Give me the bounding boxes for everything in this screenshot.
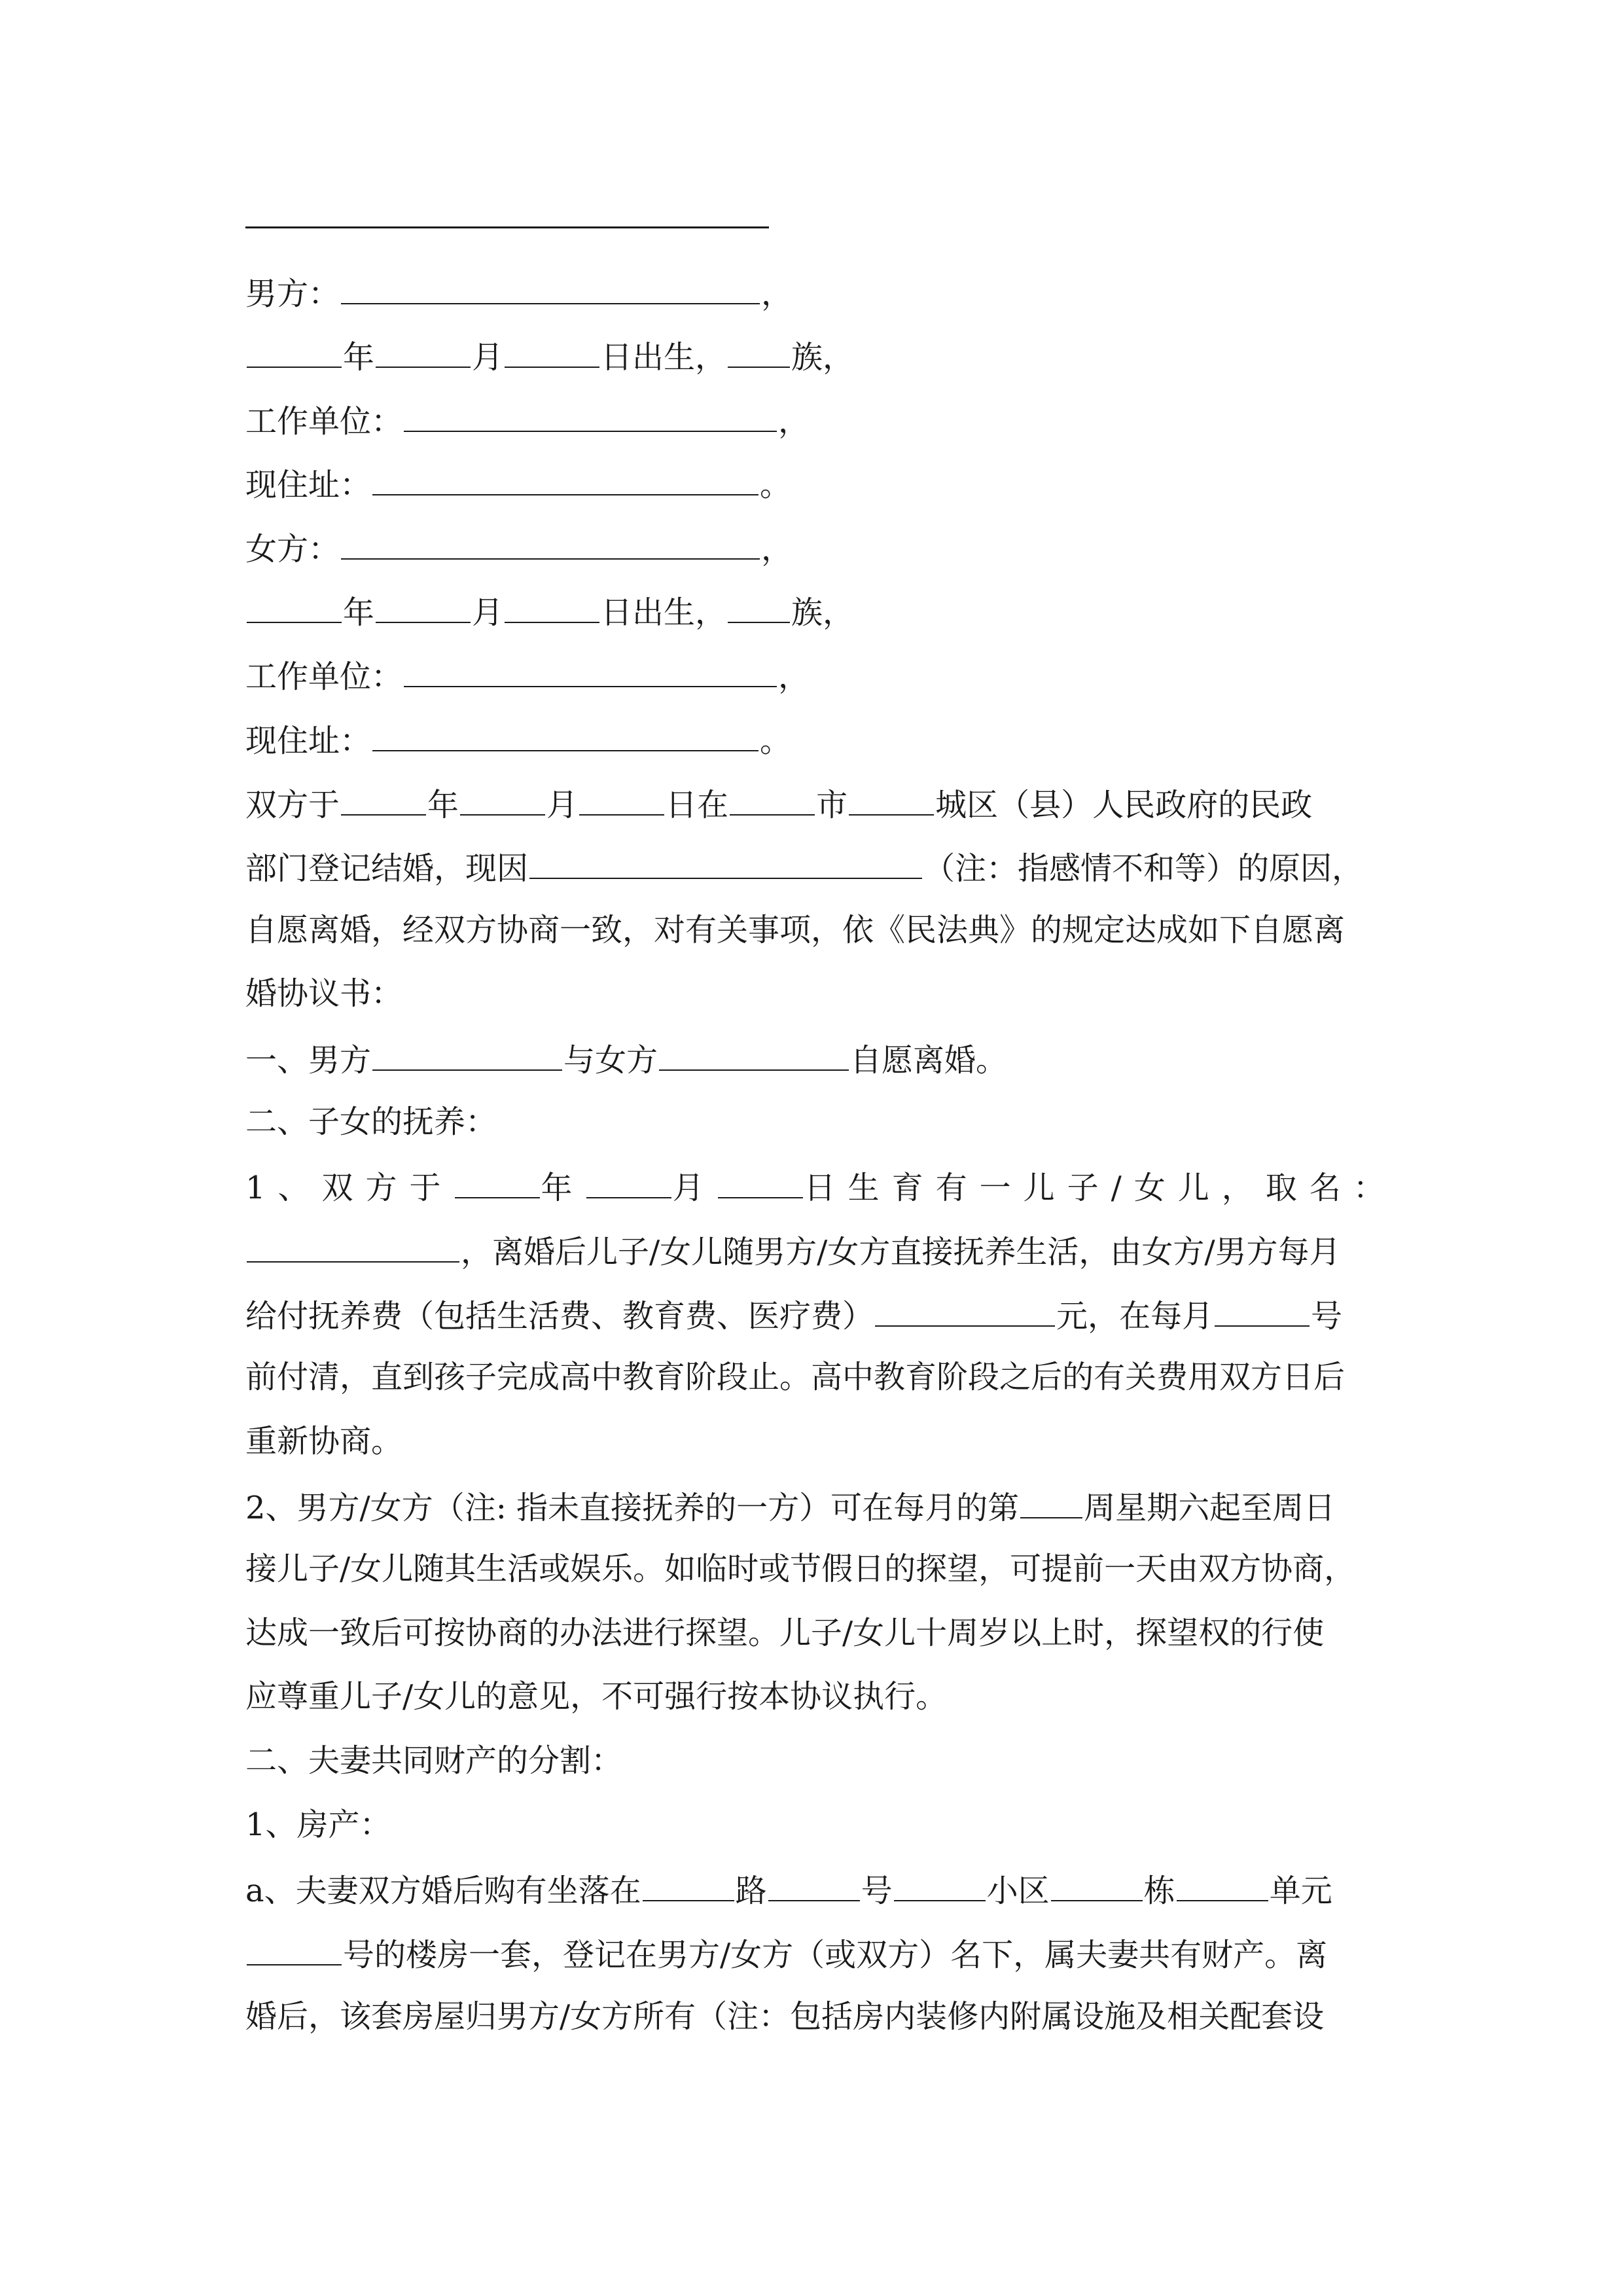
husband-work-blank[interactable]: [404, 403, 777, 432]
husband-label: 男方：: [245, 276, 340, 312]
property-road-blank[interactable]: [643, 1873, 734, 1901]
marriage-year-blank[interactable]: [341, 787, 426, 816]
marriage-line-4: 婚协议书：: [245, 975, 403, 1012]
marriage-city-blank[interactable]: [730, 787, 815, 816]
wife-birth-year-blank[interactable]: [247, 594, 342, 623]
husband-work-line: 工作单位： ，: [245, 403, 810, 440]
wife-birth-month-blank[interactable]: [376, 594, 471, 623]
property-community-blank[interactable]: [894, 1873, 986, 1901]
property-address-line: a、夫妻双方婚后购有坐落在 路 号 小区 栋 单元: [245, 1873, 1332, 1909]
property-subtitle: 1、房产：: [245, 1806, 391, 1843]
child-birth-month-blank[interactable]: [586, 1170, 671, 1198]
wife-name-blank[interactable]: [341, 531, 760, 560]
marriage-day-blank[interactable]: [579, 787, 664, 816]
visitation-line-3: 达成一致后可按协商的办法进行探望。儿子/女儿十周岁以上时，探望权的行使: [245, 1615, 1325, 1651]
visitation-line-1: 2、男方/女方（注: 指未直接抚养的一方）可在每月的第 周星期六起至周日: [245, 1490, 1336, 1526]
top-rule: [245, 226, 769, 228]
husband-name-line: 男方： ，: [245, 276, 793, 312]
wife-work-blank[interactable]: [404, 658, 777, 687]
property-line-2: 号的楼房一套，登记在男方/女方（或双方）名下，属夫妻共有财产。离: [245, 1937, 1327, 1971]
marriage-line-3: 自愿离婚，经双方协商一致，对有关事项，依《民法典》的规定达成如下自愿离: [245, 912, 1346, 948]
property-room-blank[interactable]: [247, 1937, 342, 1965]
visitation-week-blank[interactable]: [1020, 1490, 1082, 1518]
husband-name-blank[interactable]: [341, 276, 760, 304]
section1-line: 一、男方 与女方 自愿离婚。: [245, 1042, 1008, 1079]
husband-address-line: 现住址： 。: [245, 467, 792, 503]
husband-address-blank[interactable]: [372, 467, 758, 495]
section1-wife-blank[interactable]: [659, 1042, 849, 1071]
marriage-line-2: 部门登记结婚，现因 （注：指感情不和等）的原因，: [245, 850, 1364, 887]
husband-birth-line: 年 月 日出生， 族，: [245, 339, 854, 373]
husband-ethnicity-blank[interactable]: [728, 339, 790, 368]
wife-name-line: 女方： ，: [245, 531, 793, 567]
wife-birth-day-blank[interactable]: [505, 594, 599, 623]
wife-address-blank[interactable]: [372, 723, 758, 751]
child-support-line-2: 前付清，直到孩子完成高中教育阶段止。高中教育阶段之后的有关费用双方日后: [245, 1359, 1346, 1395]
section3-title: 二、夫妻共同财产的分割：: [245, 1742, 623, 1779]
wife-ethnicity-blank[interactable]: [728, 594, 790, 623]
husband-birth-day-blank[interactable]: [505, 339, 599, 368]
husband-birth-year-blank[interactable]: [247, 339, 342, 368]
property-line-3: 婚后，该套房屋归男方/女方所有（注：包括房内装修内附属设施及相关配套设: [245, 1998, 1325, 2035]
wife-address-line: 现住址： 。: [245, 723, 792, 759]
section2-title: 二、子女的抚养：: [245, 1103, 497, 1140]
divorce-reason-blank[interactable]: [529, 850, 922, 879]
property-number-blank[interactable]: [768, 1873, 860, 1901]
marriage-month-blank[interactable]: [460, 787, 545, 816]
child-support-line-3: 重新协商。: [245, 1423, 403, 1460]
property-unit-blank[interactable]: [1177, 1873, 1268, 1901]
support-amount-blank[interactable]: [875, 1298, 1055, 1327]
section1-husband-blank[interactable]: [372, 1042, 562, 1071]
support-day-blank[interactable]: [1215, 1298, 1310, 1327]
wife-work-line: 工作单位： ，: [245, 658, 810, 695]
child-name-blank[interactable]: [247, 1234, 459, 1263]
child-birth-line: 1、双方于 年 月 日生育有一儿子/女儿，取名：: [245, 1170, 1397, 1206]
husband-birth-month-blank[interactable]: [376, 339, 471, 368]
marriage-district-blank[interactable]: [849, 787, 934, 816]
marriage-line-1: 双方于 年 月 日在 市 城区（县）人民政府的民政: [245, 787, 1313, 823]
property-building-blank[interactable]: [1051, 1873, 1143, 1901]
visitation-line-4: 应尊重儿子/女儿的意见，不可强行按本协议执行。: [245, 1678, 948, 1715]
child-custody-line: ，离婚后儿子/女儿随男方/女方直接抚养生活，由女方/男方每月: [245, 1234, 1341, 1268]
child-support-line: 给付抚养费（包括生活费、教育费、医疗费） 元，在每月 号: [245, 1298, 1343, 1335]
child-birth-year-blank[interactable]: [455, 1170, 540, 1198]
wife-label: 女方：: [245, 531, 340, 567]
visitation-line-2: 接儿子/女儿随其生活或娱乐。如临时或节假日的探望，可提前一天由双方协商，: [245, 1551, 1356, 1587]
child-birth-day-blank[interactable]: [718, 1170, 803, 1198]
wife-birth-line: 年 月 日出生， 族，: [245, 594, 854, 628]
